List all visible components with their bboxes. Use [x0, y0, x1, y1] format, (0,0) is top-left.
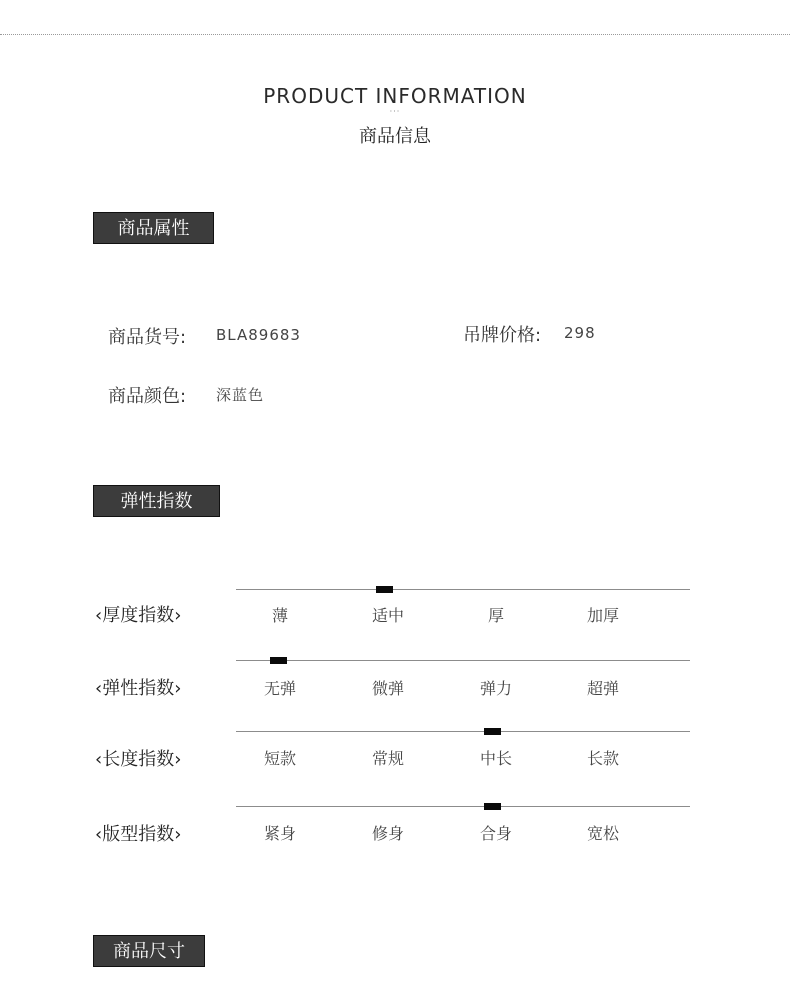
color-label: 商品颜色:	[108, 386, 187, 407]
color-value: 深蓝色	[216, 386, 265, 404]
index-scale-line	[236, 660, 690, 661]
page-title-cn: 商品信息	[359, 126, 431, 147]
section-tag-attributes: 商品属性	[93, 212, 214, 244]
index-option: 微弹	[371, 679, 404, 698]
top-dotted-divider	[0, 34, 790, 35]
index-marker	[270, 657, 287, 664]
price-value: 298	[564, 324, 596, 342]
index-label: ‹长度指数›	[95, 749, 182, 770]
index-option: 短款	[263, 749, 296, 768]
index-option: 宽松	[586, 824, 619, 843]
index-option: 超弹	[586, 679, 619, 698]
index-label: ‹弹性指数›	[95, 678, 182, 699]
page-title-en: PRODUCT INFORMATION	[263, 84, 527, 108]
index-option: 厚	[487, 606, 504, 625]
index-option: 无弹	[263, 679, 296, 698]
index-option: 薄	[271, 606, 288, 625]
index-scale-line	[236, 589, 690, 590]
index-option: 长款	[586, 749, 619, 768]
section-tag-size: 商品尺寸	[93, 935, 205, 967]
price-label: 吊牌价格:	[463, 325, 542, 346]
index-option: 加厚	[586, 606, 619, 625]
index-label: ‹版型指数›	[95, 824, 182, 845]
index-label: ‹厚度指数›	[95, 605, 182, 626]
index-option: 合身	[479, 824, 512, 843]
index-option: 中长	[479, 749, 512, 768]
title-dots-ornament: ···	[389, 107, 401, 116]
index-marker	[484, 728, 501, 735]
index-option: 弹力	[479, 679, 512, 698]
sku-label: 商品货号:	[108, 327, 187, 348]
index-marker	[484, 803, 501, 810]
index-option: 适中	[371, 606, 404, 625]
index-scale-line	[236, 731, 690, 732]
index-marker	[376, 586, 393, 593]
index-option: 修身	[371, 824, 404, 843]
section-tag-elasticity: 弹性指数	[93, 485, 220, 517]
index-scale-line	[236, 806, 690, 807]
index-option: 紧身	[263, 824, 296, 843]
sku-value: BLA89683	[216, 326, 301, 344]
index-option: 常规	[371, 749, 404, 768]
